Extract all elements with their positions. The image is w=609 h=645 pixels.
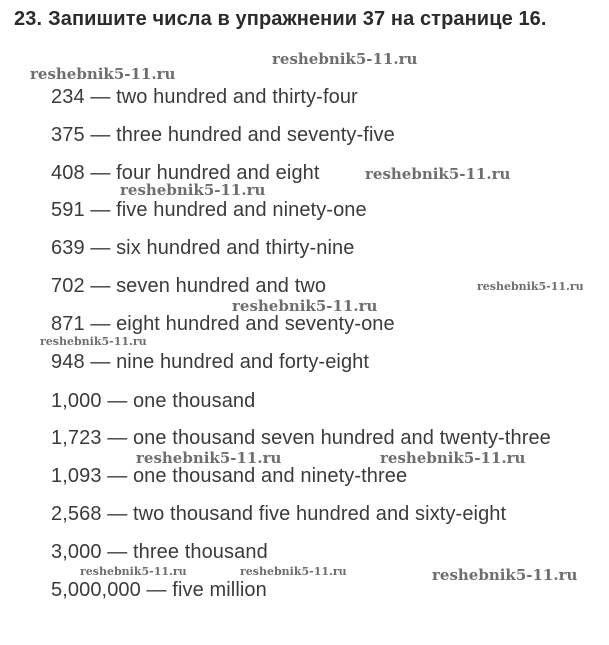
watermark: reshebnik5-11.ru bbox=[380, 449, 526, 467]
watermark: reshebnik5-11.ru bbox=[272, 50, 418, 68]
number-entry-5000000: 5,000,000 — five million bbox=[51, 579, 267, 601]
watermark: reshebnik5-11.ru bbox=[232, 297, 378, 315]
watermark: reshebnik5-11.ru bbox=[80, 565, 187, 578]
watermark: reshebnik5-11.ru bbox=[365, 165, 511, 183]
number-entry-1723: 1,723 — one thousand seven hundred and twenty-three bbox=[51, 427, 551, 449]
watermark: reshebnik5-11.ru bbox=[30, 65, 176, 83]
watermark: reshebnik5-11.ru bbox=[432, 566, 578, 584]
number-entry-234: 234 — two hundred and thirty-four bbox=[51, 86, 358, 108]
watermark: reshebnik5-11.ru bbox=[40, 335, 147, 348]
exercise-heading bbox=[14, 8, 547, 31]
watermark: reshebnik5-11.ru bbox=[240, 565, 347, 578]
watermark: reshebnik5-11.ru bbox=[477, 280, 584, 293]
watermark: reshebnik5-11.ru bbox=[136, 449, 282, 467]
number-entry-871: 871 — eight hundred and seventy-one bbox=[51, 313, 395, 335]
number-entry-702: 702 — seven hundred and two bbox=[51, 275, 327, 297]
number-entry-948: 948 — nine hundred and forty-eight bbox=[51, 351, 370, 373]
number-entry-408: 408 — four hundred and eight bbox=[51, 162, 320, 184]
exercise-title: Запишите числа в упражнении 37 на странице 16. bbox=[48, 8, 547, 30]
number-entry-3000: 3,000 — three thousand bbox=[51, 541, 268, 563]
exercise-number: 23. bbox=[14, 8, 43, 30]
number-entry-375: 375 — three hundred and seventy-five bbox=[51, 124, 395, 146]
number-entry-1000: 1,000 — one thousand bbox=[51, 390, 256, 412]
number-entry-1093: 1,093 — one thousand and ninety-three bbox=[51, 465, 408, 487]
number-entry-591: 591 — five hundred and ninety-one bbox=[51, 199, 367, 221]
number-entry-2568: 2,568 — two thousand five hundred and sixty-eight bbox=[51, 503, 507, 525]
watermark: reshebnik5-11.ru bbox=[120, 181, 266, 199]
number-entry-639: 639 — six hundred and thirty-nine bbox=[51, 237, 355, 259]
